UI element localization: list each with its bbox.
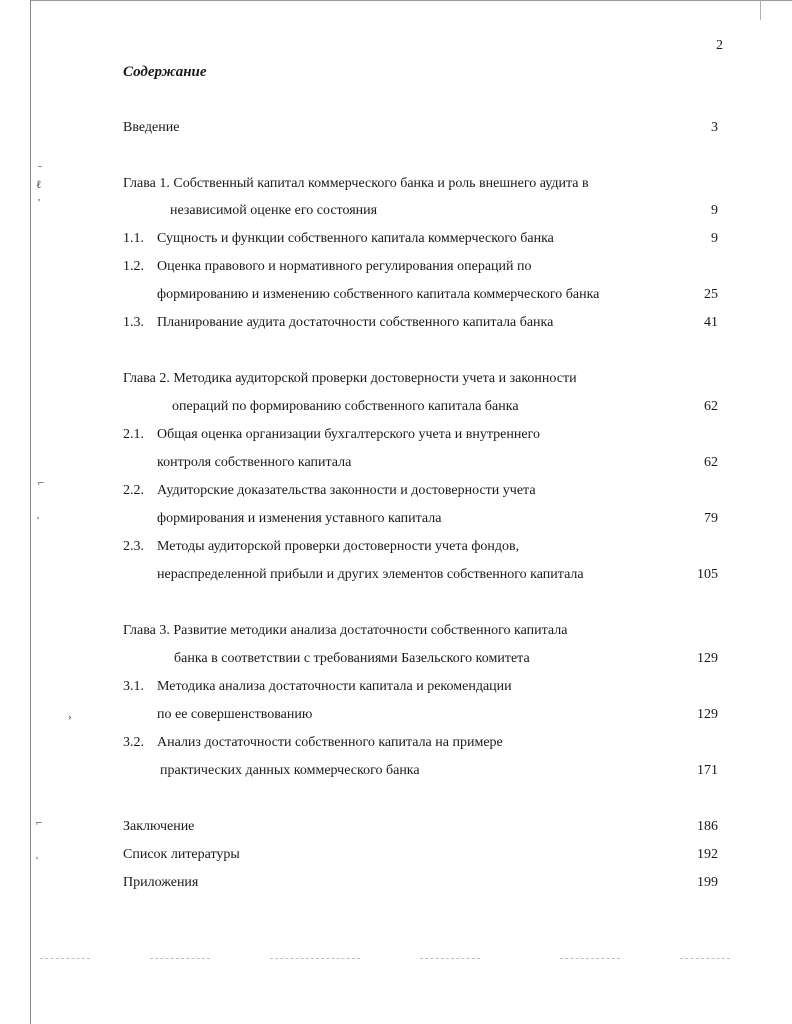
section-2-1-title-line2: контроля собственного капитала <box>157 455 352 470</box>
chapter-1-title-line1: Глава 1. Собственный капитал коммерческого банка и роль внешнего аудита в <box>123 176 589 191</box>
chapter-2-title-line2: операций по формированию собственного капитала банка <box>172 399 519 414</box>
section-2-3-title-line2: нераспределенной прибыли и других элементов собственного капитала <box>157 567 584 582</box>
page-number: 2 <box>716 38 723 53</box>
scan-line <box>560 958 620 959</box>
toc-bibliography-page: 192 <box>697 847 718 862</box>
toc-appendices-label: Приложения <box>123 875 199 890</box>
scan-speck: ⌐ <box>36 817 43 829</box>
scan-line <box>680 958 730 959</box>
toc-conclusion-page: 186 <box>697 819 718 834</box>
section-2-2-title-line2: формирования и изменения уставного капитала <box>157 511 442 526</box>
toc-bibliography-label: Список литературы <box>123 847 240 862</box>
section-3-2-number: 3.2. <box>123 735 144 750</box>
chapter-2-title-line1: Глава 2. Методика аудиторской проверки достоверности учета и законности <box>123 371 577 386</box>
scan-line <box>40 958 90 959</box>
section-1-3-number: 1.3. <box>123 315 144 330</box>
section-3-1-page: 129 <box>697 707 718 722</box>
chapter-1-page: 9 <box>711 203 718 218</box>
section-2-1-title-line1: Общая оценка организации бухгалтерского учета и внутреннего <box>157 427 540 442</box>
section-1-2-number: 1.2. <box>123 259 144 274</box>
section-1-2-title-line2: формированию и изменению собственного капитала коммерческого банка <box>157 287 600 302</box>
section-3-1-title-line2: по ее совершенствованию <box>157 707 313 722</box>
toc-title: Содержание <box>123 64 207 80</box>
section-1-2-title-line1: Оценка правового и нормативного регулирования операций по <box>157 259 532 274</box>
scan-speck: ⌐ <box>38 477 45 489</box>
chapter-3-title-line1: Глава 3. Развитие методики анализа достаточности собственного капитала <box>123 623 568 638</box>
section-3-1-title-line1: Методика анализа достаточности капитала и рекомендации <box>157 679 512 694</box>
section-2-3-title-line1: Методы аудиторской проверки достоверности учета фондов, <box>157 539 520 554</box>
section-1-3-title: Планирование аудита достаточности собственного капитала банка <box>157 315 554 330</box>
scan-speck: ' <box>38 197 40 209</box>
section-1-1-title: Сущность и функции собственного капитала коммерческого банка <box>157 231 554 246</box>
section-3-2-page: 171 <box>697 763 718 778</box>
section-2-2-page: 79 <box>704 511 718 526</box>
scan-speck: › <box>68 711 72 723</box>
section-1-3-page: 41 <box>704 315 718 330</box>
section-1-1-page: 9 <box>711 231 718 246</box>
scan-speck: ' <box>37 515 39 527</box>
toc-appendices-page: 199 <box>697 875 718 890</box>
toc-intro-page: 3 <box>711 120 718 135</box>
section-2-3-number: 2.3. <box>123 539 144 554</box>
toc-conclusion-label: Заключение <box>123 819 195 834</box>
scan-speck: ˷ <box>38 156 42 168</box>
page-edge-top <box>30 0 792 1</box>
section-2-2-title-line1: Аудиторские доказательства законности и достоверности учета <box>157 483 536 498</box>
scan-line <box>270 958 360 959</box>
scan-speck: ' <box>36 855 38 867</box>
section-3-1-number: 3.1. <box>123 679 144 694</box>
toc-intro-label: Введение <box>123 120 180 135</box>
chapter-3-title-line2: банка в соответствии с требованиями Базельского комитета <box>174 651 530 666</box>
scan-speck: ℓ <box>36 179 42 191</box>
page-edge-left <box>30 0 31 1024</box>
section-2-1-number: 2.1. <box>123 427 144 442</box>
chapter-2-page: 62 <box>704 399 718 414</box>
section-3-2-title-line1: Анализ достаточности собственного капитала на примере <box>157 735 503 750</box>
section-1-1-number: 1.1. <box>123 231 144 246</box>
section-2-1-page: 62 <box>704 455 718 470</box>
page-edge-right <box>760 0 761 20</box>
scan-line <box>420 958 480 959</box>
section-2-3-page: 105 <box>697 567 718 582</box>
chapter-1-title-line2: независимой оценке его состояния <box>170 203 378 218</box>
scan-line <box>150 958 210 959</box>
section-3-2-title-line2: практических данных коммерческого банка <box>160 763 420 778</box>
section-1-2-page: 25 <box>704 287 718 302</box>
section-2-2-number: 2.2. <box>123 483 144 498</box>
chapter-3-page: 129 <box>697 651 718 666</box>
